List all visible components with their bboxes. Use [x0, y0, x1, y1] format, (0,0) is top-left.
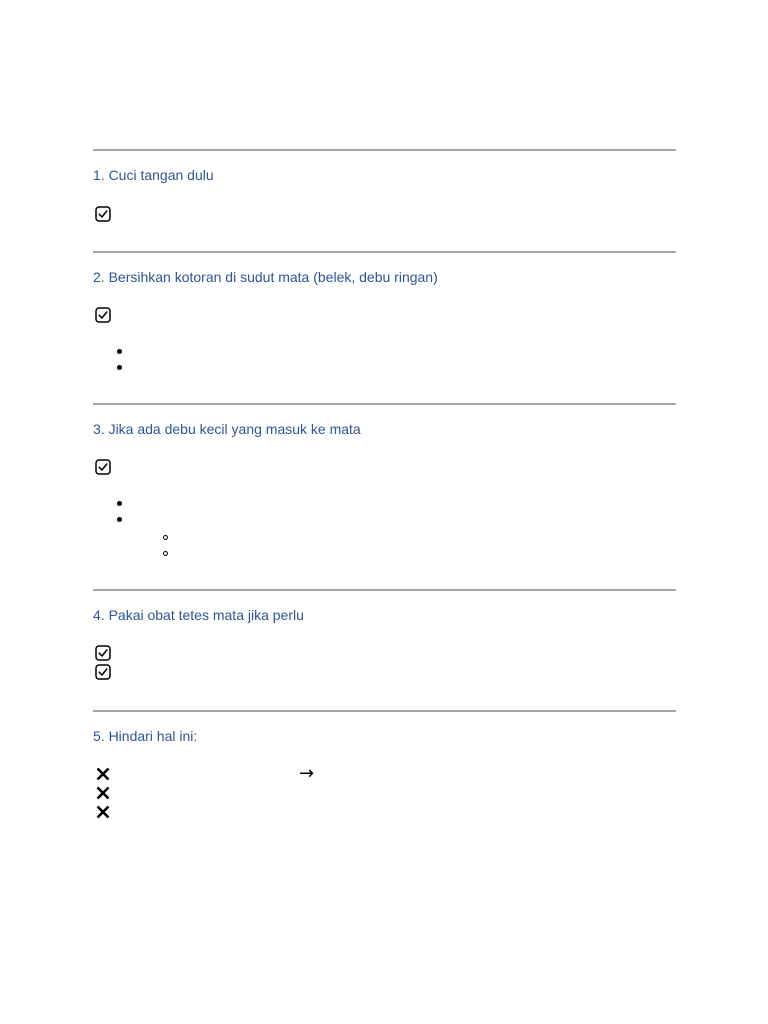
section-divider [93, 149, 676, 151]
checkbox-checked-icon[interactable] [95, 307, 111, 323]
cross-icon [95, 804, 111, 820]
checkbox-checked-icon[interactable] [95, 206, 111, 222]
section-heading-3: 3. Jika ada debu kecil yang masuk ke mata [93, 421, 361, 437]
section-heading-5: 5. Hindari hal ini: [93, 728, 198, 744]
bullet-dot-icon [117, 501, 122, 506]
bullet-dot-icon [117, 517, 122, 522]
cross-icon [95, 785, 111, 801]
section-divider [93, 251, 676, 253]
section-divider [93, 403, 676, 405]
section-heading-4: 4. Pakai obat tetes mata jika perlu [93, 607, 304, 623]
section-divider [93, 589, 676, 591]
bullet-circle-icon [163, 551, 168, 556]
bullet-dot-icon [117, 349, 122, 354]
section-divider [93, 710, 676, 712]
section-heading-1: 1. Cuci tangan dulu [93, 167, 214, 183]
cross-icon [95, 766, 111, 782]
section-heading-2: 2. Bersihkan kotoran di sudut mata (belek, debu ringan) [93, 269, 438, 285]
arrow-right-icon: → [299, 763, 315, 784]
checkbox-checked-icon[interactable] [95, 645, 111, 661]
checkbox-checked-icon[interactable] [95, 459, 111, 475]
bullet-circle-icon [163, 535, 168, 540]
checkbox-checked-icon[interactable] [95, 664, 111, 680]
bullet-dot-icon [117, 365, 122, 370]
